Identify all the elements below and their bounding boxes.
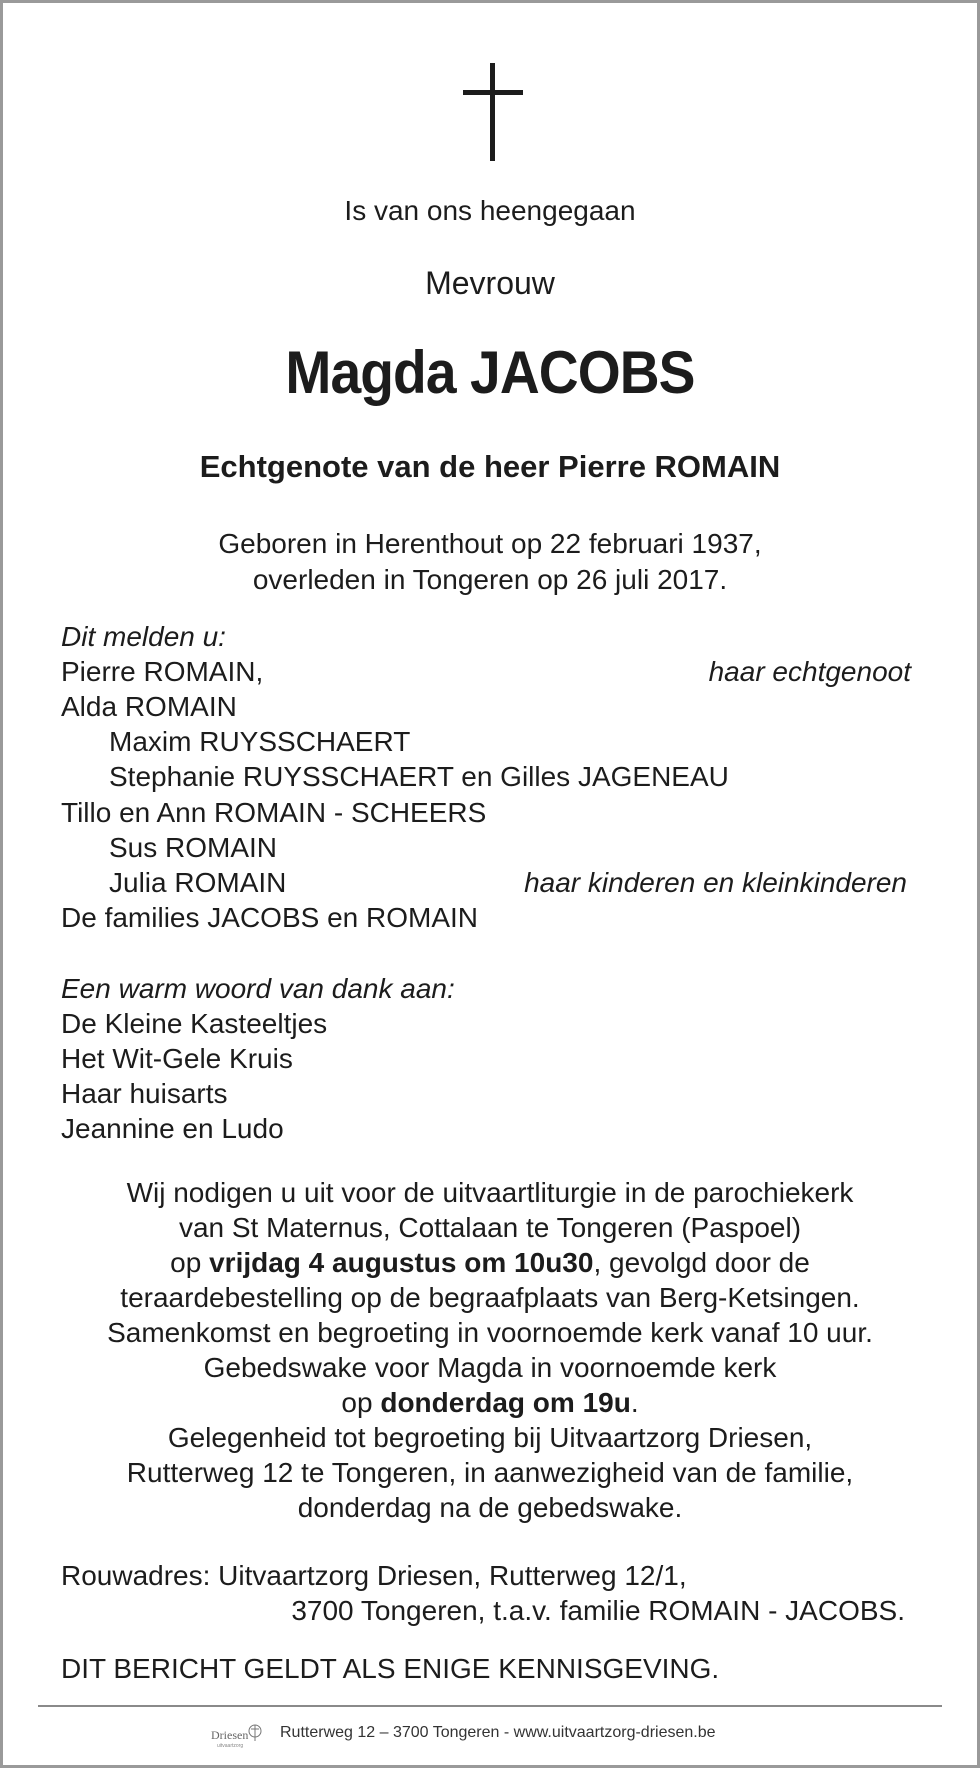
salutation: Mevrouw xyxy=(425,265,555,301)
deceased-name: Magda JACOBS xyxy=(285,339,695,406)
cross-icon xyxy=(463,63,523,161)
birth-death-info xyxy=(3,526,977,598)
thanks-item: Haar huisarts xyxy=(61,1078,228,1109)
invite-line: donderdag na de gebedswake. xyxy=(297,1492,683,1523)
mourning-address-city: 3700 Tongeren, t.a.v. familie ROMAIN - JACOBS. xyxy=(291,1595,905,1626)
thanks-item: De Kleine Kasteeltjes xyxy=(61,1008,328,1039)
family-member: Tillo en Ann ROMAIN - SCHEERS xyxy=(61,797,487,828)
family-member: Sus ROMAIN xyxy=(109,832,278,863)
birth-line: Geboren in Herenthout op 22 februari 1937, xyxy=(218,528,762,559)
family-role: haar echtgenoot xyxy=(708,656,911,687)
funeral-home-logo xyxy=(211,1721,263,1749)
family-member: Julia ROMAIN xyxy=(109,867,287,898)
mourning-address: Rouwadres: Uitvaartzorg Driesen, Rutterweg 12/1, xyxy=(61,1560,687,1591)
family-member: De families JACOBS en ROMAIN xyxy=(61,902,478,933)
invite-line: Wij nodigen u uit voor de uitvaartliturgie in de parochiekerk xyxy=(126,1177,854,1208)
family-member: Stephanie RUYSSCHAERT en Gilles JAGENEAU xyxy=(109,761,729,792)
family-role: haar kinderen en kleinkinderen xyxy=(524,867,907,898)
footer-divider xyxy=(38,1705,942,1707)
invite-line: teraardebestelling op de begraafplaats van Berg-Ketsingen. xyxy=(120,1282,860,1313)
footer-contact: Rutterweg 12 – 3700 Tongeren - www.uitvaartzorg-driesen.be xyxy=(280,1724,716,1741)
funeral-invitation xyxy=(3,1175,977,1525)
spouse-line: Echtgenote van de heer Pierre ROMAIN xyxy=(199,449,781,484)
vigil-date: donderdag om 19u xyxy=(380,1387,631,1418)
thanks-item: Jeannine en Ludo xyxy=(61,1113,284,1144)
intro-text: Is van ons heengegaan xyxy=(344,195,636,226)
invite-line: Gelegenheid tot begroeting bij Uitvaartzorg Driesen, xyxy=(167,1422,813,1453)
family-member: Pierre ROMAIN, xyxy=(61,656,264,687)
thanks-heading: Een warm woord van dank aan: xyxy=(61,973,455,1004)
invite-line: Samenkomst en begroeting in voornoemde kerk vanaf 10 uur. xyxy=(107,1317,873,1348)
invite-line: van St Maternus, Cottalaan te Tongeren (Paspoel) xyxy=(178,1212,802,1243)
invite-line: op vrijdag 4 augustus om 10u30, gevolgd door de xyxy=(170,1247,810,1278)
funeral-date: vrijdag 4 augustus om 10u30 xyxy=(209,1247,594,1278)
family-member: Maxim RUYSSCHAERT xyxy=(109,726,411,757)
invite-line: Gebedswake voor Magda in voornoemde kerk xyxy=(203,1352,777,1383)
svg-text:Driesen: Driesen xyxy=(211,1728,249,1742)
notice-text: DIT BERICHT GELDT ALS ENIGE KENNISGEVING. xyxy=(61,1653,720,1684)
family-heading: Dit melden u: xyxy=(61,621,226,652)
invite-line: Rutterweg 12 te Tongeren, in aanwezigheid van de familie, xyxy=(126,1457,854,1488)
svg-text:uitvaartzorg: uitvaartzorg xyxy=(217,1743,244,1749)
thanks-item: Het Wit-Gele Kruis xyxy=(61,1043,293,1074)
family-member: Alda ROMAIN xyxy=(61,691,237,722)
invite-line: op donderdag om 19u. xyxy=(341,1387,639,1418)
death-line: overleden in Tongeren op 26 juli 2017. xyxy=(252,564,728,595)
